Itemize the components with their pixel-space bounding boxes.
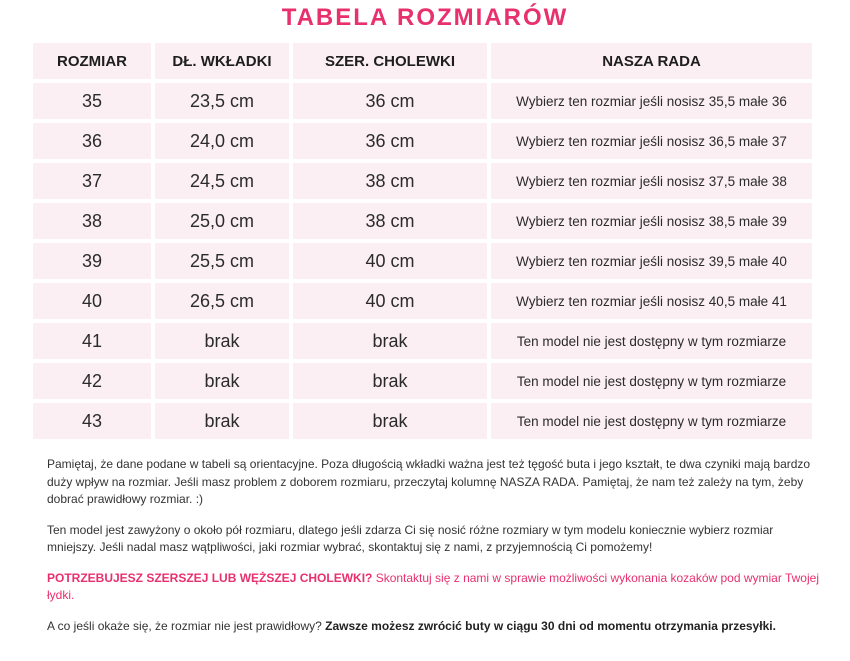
cell-shaft-width: 36 cm xyxy=(293,83,487,119)
note-4-text: A co jeśli okaże się, że rozmiar nie jest prawidłowy? xyxy=(47,618,326,633)
note-paragraph-3 xyxy=(47,570,822,605)
note-paragraph-2: Ten model jest zawyżony o około pół rozmiaru, dlatego jeśli zdarza Ci się nosić różne rozmiary w tym modelu koniecznie wybierz rozmiar mniejszy. Jeśli nadal masz wątpliwości, jaki rozmiar wybrać, skontaktuj się z nami, z przyjemnością Ci pomożemy! xyxy=(47,522,774,554)
table-row xyxy=(33,363,816,399)
cell-insole-length: 23,5 cm xyxy=(155,83,289,119)
cell-advice: Wybierz ten rozmiar jeśli nosisz 37,5 małe 38 xyxy=(491,163,812,199)
table-row xyxy=(33,123,816,159)
table-row xyxy=(33,403,816,439)
table-body xyxy=(33,83,816,439)
cell-shaft-width: brak xyxy=(293,403,487,439)
cell-advice: Wybierz ten rozmiar jeśli nosisz 38,5 małe 39 xyxy=(491,203,812,239)
header-cell-advice: NASZA RADA xyxy=(491,43,812,79)
note-paragraph-1: Pamiętaj, że dane podane w tabeli są orientacyjne. Poza długością wkładki ważna jest też tęgość buta i jego kształt, te dwa czyniki mają bardzo duży wpływ na rozmiar. Jeśli masz problem z doborem rozmiaru, przeczytaj kolumnę NASZA RADA. Pamiętaj, że nam też zależy na tym, żeby dobrać prawidłowy rozmiar. :) xyxy=(47,457,811,506)
cell-insole-length: brak xyxy=(155,323,289,359)
cell-size: 38 xyxy=(33,203,151,239)
cell-insole-length: 25,5 cm xyxy=(155,243,289,279)
cell-advice: Ten model nie jest dostępny w tym rozmiarze xyxy=(491,363,812,399)
cell-size: 40 xyxy=(33,283,151,319)
cell-size: 42 xyxy=(33,363,151,399)
cell-insole-length: 25,0 cm xyxy=(155,203,289,239)
note-3-highlight: POTRZEBUJESZ SZERSZEJ LUB WĘŻSZEJ CHOLEWKI? xyxy=(47,570,373,585)
size-table xyxy=(33,43,816,443)
cell-shaft-width: 38 cm xyxy=(293,163,487,199)
note-paragraph-4 xyxy=(47,618,822,636)
cell-size: 35 xyxy=(33,83,151,119)
cell-shaft-width: 38 cm xyxy=(293,203,487,239)
cell-size: 41 xyxy=(33,323,151,359)
table-header-row xyxy=(33,43,816,79)
cell-insole-length: 24,5 cm xyxy=(155,163,289,199)
note-3-text: Skontaktuj się z nami w sprawie możliwości wykonania kozaków pod wymiar Twojej łydki. xyxy=(47,570,819,602)
cell-insole-length: 24,0 cm xyxy=(155,123,289,159)
notes-section xyxy=(47,456,822,648)
cell-size: 37 xyxy=(33,163,151,199)
table-row xyxy=(33,283,816,319)
table-row xyxy=(33,203,816,239)
cell-shaft-width: 36 cm xyxy=(293,123,487,159)
header-cell-shaft-width: SZER. CHOLEWKI xyxy=(293,43,487,79)
table-row xyxy=(33,243,816,279)
cell-advice: Wybierz ten rozmiar jeśli nosisz 35,5 małe 36 xyxy=(491,83,812,119)
cell-shaft-width: brak xyxy=(293,323,487,359)
cell-insole-length: brak xyxy=(155,403,289,439)
page-title: TABELA ROZMIARÓW xyxy=(281,4,569,31)
cell-size: 36 xyxy=(33,123,151,159)
table-row xyxy=(33,323,816,359)
cell-advice: Wybierz ten rozmiar jeśli nosisz 40,5 małe 41 xyxy=(491,283,812,319)
header-cell-insole-length: DŁ. WKŁADKI xyxy=(155,43,289,79)
cell-insole-length: 26,5 cm xyxy=(155,283,289,319)
cell-advice: Ten model nie jest dostępny w tym rozmiarze xyxy=(491,403,812,439)
cell-size: 39 xyxy=(33,243,151,279)
table-row xyxy=(33,83,816,119)
cell-shaft-width: 40 cm xyxy=(293,243,487,279)
cell-advice: Ten model nie jest dostępny w tym rozmiarze xyxy=(491,323,812,359)
table-row xyxy=(33,163,816,199)
cell-advice: Wybierz ten rozmiar jeśli nosisz 39,5 małe 40 xyxy=(491,243,812,279)
header-cell-size: ROZMIAR xyxy=(33,43,151,79)
cell-shaft-width: brak xyxy=(293,363,487,399)
cell-shaft-width: 40 cm xyxy=(293,283,487,319)
cell-insole-length: brak xyxy=(155,363,289,399)
cell-advice: Wybierz ten rozmiar jeśli nosisz 36,5 małe 37 xyxy=(491,123,812,159)
cell-size: 43 xyxy=(33,403,151,439)
note-4-highlight: Zawsze możesz zwrócić buty w ciągu 30 dni od momentu otrzymania przesyłki. xyxy=(325,618,776,633)
